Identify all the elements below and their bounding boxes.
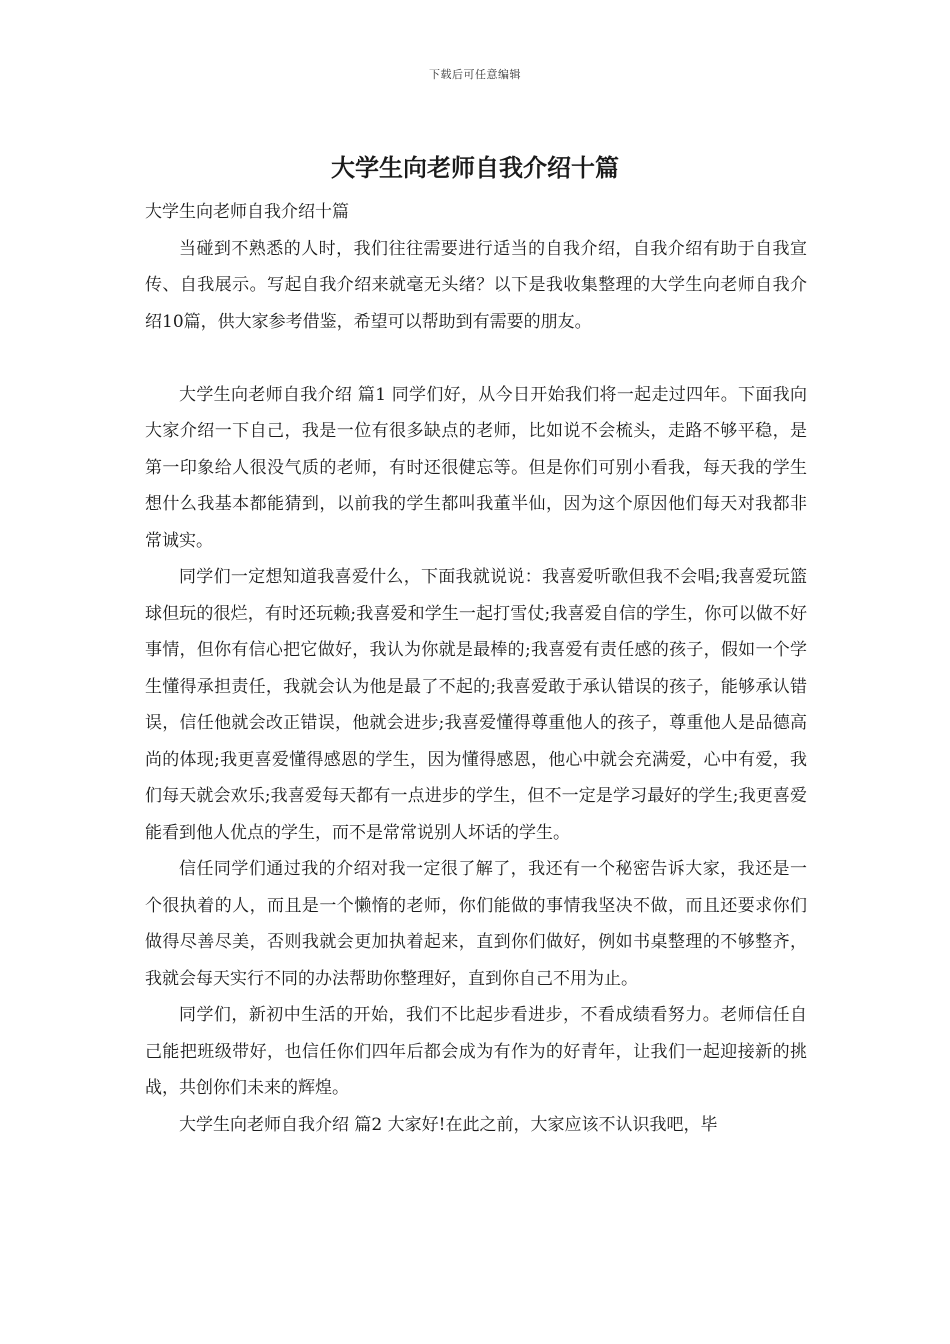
- intro-paragraph: 当碰到不熟悉的人时，我们往往需要进行适当的自我介绍，自我介绍有助于自我宣传、自我展示。写起自我介绍来就毫无头绪？以下是我收集整理的大学生向老师自我介绍10篇，供大家参考借鉴，希望可以帮助到有需要的朋友。: [145, 238, 807, 332]
- body-paragraph: 大学生向老师自我介绍 篇1 同学们好，从今日开始我们将一起走过四年。下面我向大家介绍一下自己，我是一位有很多缺点的老师，比如说不会梳头，走路不够平稳，是第一印象给人很没气质的老师，有时还很健忘等。但是你们可别小看我，每天我的学生想什么我基本都能猜到，以前我的学生都叫我董半仙，因为这个原因他们每天对我都非常诚实。: [145, 384, 807, 551]
- document-title: 大学生向老师自我介绍十篇: [331, 153, 619, 182]
- document-body: [145, 194, 807, 1143]
- body-paragraph: 大学生向老师自我介绍 篇2 大家好!在此之前，大家应该不认识我吧，毕: [179, 1114, 718, 1135]
- document-subtitle: 大学生向老师自我介绍十篇: [145, 202, 349, 222]
- body-paragraph: 信任同学们通过我的介绍对我一定很了解了，我还有一个秘密告诉大家，我还是一个很执着的人，而且是一个懒惰的老师，你们能做的事情我坚决不做，而且还要求你们做得尽善尽美，否则我就会更加执着起来，直到你们做好，例如书桌整理的不够整齐，我就会每天实行不同的办法帮助你整理好，直到你自己不用为止。: [145, 859, 807, 989]
- body-paragraph: 同学们一定想知道我喜爱什么，下面我就说说：我喜爱听歌但我不会唱;我喜爱玩篮球但玩的很烂，有时还玩赖;我喜爱和学生一起打雪仗;我喜爱自信的学生，你可以做不好事情，但你有信心把它做好，我认为你就是最棒的;我喜爱有责任感的孩子，假如一个学生懂得承担责任，我就会认为他是最了不起的;我喜爱敢于承认错误的孩子，能够承认错误，信任他就会改正错误，他就会进步;我喜爱懂得尊重他人的孩子，尊重他人是品德高尚的体现;我更喜爱懂得感恩的学生，因为懂得感恩，他心中就会充满爱，心中有爱，我们每天就会欢乐;我喜爱每天都有一点进步的学生，但不一定是学习最好的学生;我更喜爱能看到他人优点的学生，而不是常常说别人坏话的学生。: [145, 567, 807, 843]
- body-paragraph: 同学们，新初中生活的开始，我们不比起步看进步，不看成绩看努力。老师信任自己能把班级带好，也信任你们四年后都会成为有作为的好青年，让我们一起迎接新的挑战，共创你们未来的辉煌。: [145, 1005, 807, 1098]
- page-header-note: 下载后可任意编辑: [429, 68, 521, 81]
- blank-line: [145, 340, 807, 377]
